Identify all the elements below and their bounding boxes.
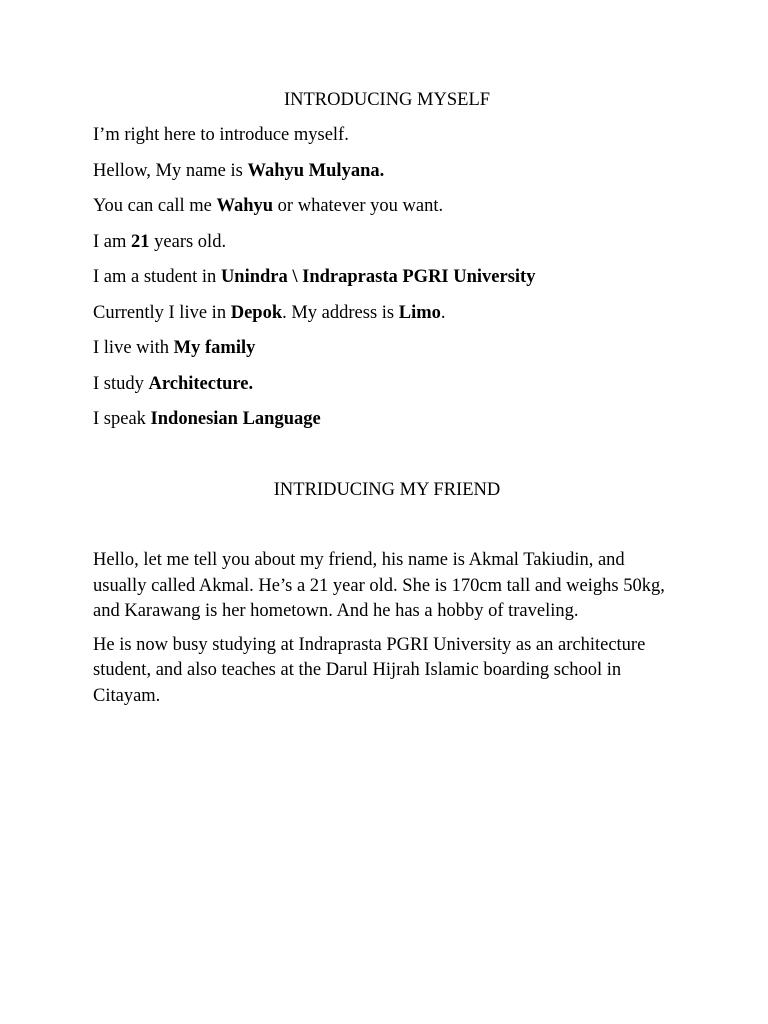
name-line (93, 160, 681, 182)
line-text: I study (93, 373, 149, 394)
language-line (93, 408, 681, 430)
friend-paragraph-1: Hello, let me tell you about my friend, his name is Akmal Takiudin, and usually called Akmal. He’s a 21 year old. She is 170cm tall and weighs 50kg, and Karawang is her hometown. And he has a hobby of traveling. (93, 550, 665, 621)
line-text: I am (93, 231, 132, 252)
line-text: I am a student in (93, 267, 221, 287)
full-name: Wahyu Mulyana. (247, 160, 385, 181)
friend-paragraph-2: He is now busy studying at Indraprasta PGRI University as an architecture student, and also teaches at the Darul Hijrah Islamic boarding school in Citayam. (93, 634, 646, 706)
age-value: 21 (131, 231, 150, 252)
city-name: Depok (230, 302, 283, 323)
line-text: . My address is (282, 302, 399, 323)
university-name: Unindra \ Indraprasta PGRI University (220, 267, 536, 287)
line-text: You can call me (93, 196, 217, 216)
university-line (93, 266, 681, 288)
nickname: Wahyu (216, 196, 274, 216)
address-name: Limo (398, 302, 441, 323)
language-value: Indonesian Language (150, 409, 321, 429)
residence-line (93, 302, 681, 324)
section-heading-introducing-myself: INTRODUCING MYSELF (283, 90, 491, 110)
line-text: I live with (93, 338, 174, 358)
study-subject: Architecture. (148, 373, 254, 394)
nickname-line (93, 195, 681, 217)
live-with-value: My family (173, 338, 256, 358)
intro-line (93, 124, 681, 146)
age-line (93, 231, 681, 253)
line-text: I’m right here to introduce myself. (93, 125, 349, 145)
line-text: Hellow, My name is (93, 160, 248, 181)
section-heading-introducing-friend: INTRIDUCING MY FRIEND (273, 480, 501, 500)
line-text: or whatever you want. (273, 196, 444, 216)
line-text: I speak (93, 409, 151, 429)
document-page (93, 89, 681, 709)
line-text: Currently I live in (93, 302, 231, 323)
family-line (93, 337, 681, 359)
line-text: . (440, 302, 446, 323)
line-text: years old. (149, 231, 227, 252)
study-line (93, 373, 681, 395)
